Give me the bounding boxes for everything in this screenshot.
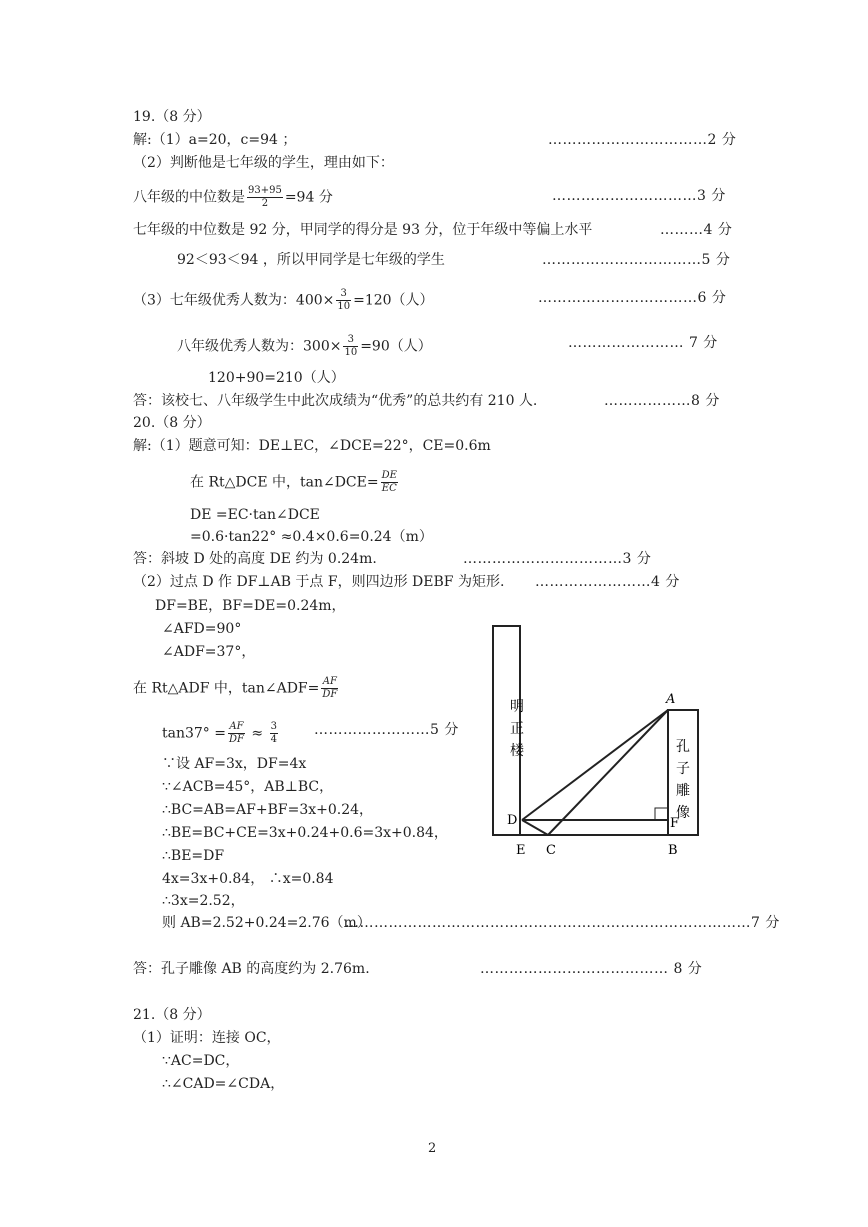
q20-line6: （2）过点 D 作 DF⊥AB 于点 F，则四边形 DEBF 为矩形. [133, 574, 505, 590]
q20-line7: DF=BE，BF=DE=0.24m， [155, 598, 346, 614]
q20-line11-fraction1 [228, 721, 245, 746]
q20-answer2-points: ………………………………… 8 分 [480, 961, 703, 977]
fraction-numerator: DE [381, 470, 397, 481]
q20-answer1-points: ……………………………3 分 [463, 551, 652, 567]
q20-line10-fraction [321, 676, 338, 701]
q20-line14: ∴BC=AB=AF+BF=3x+0.24， [162, 802, 374, 818]
fraction-denominator: DF [322, 689, 338, 700]
geometry-figure [480, 615, 720, 865]
q20-answer1: 答：斜坡 D 处的高度 DE 约为 0.24m. [133, 551, 377, 567]
fraction-denominator: 10 [337, 301, 351, 312]
q19-line7 [177, 334, 432, 359]
statue-char-3: 雕 [676, 783, 690, 799]
q19-median-fraction [247, 185, 283, 210]
fraction-denominator: EC [381, 483, 397, 494]
q20-line19-points: …………………………………………………………………………7 分 [345, 915, 780, 931]
q20-answer2: 答：孔子雕像 AB 的高度约为 2.76m. [133, 961, 370, 977]
q20-line6-points: ……………………4 分 [535, 574, 680, 590]
q19-line7-text: 八年级优秀人数为：300× [177, 338, 342, 355]
q20-line1: 解:（1）题意可知：DE⊥EC，∠DCE=22°，CE=0.6m [133, 438, 491, 454]
q20-line13: ∵∠ACB=45°，AB⊥BC， [162, 779, 334, 795]
q19-answer: 答：该校七、八年级学生中此次成绩为“优秀”的总共约有 210 人. [133, 393, 538, 409]
q19-line7-fraction [343, 334, 358, 359]
q20-line3: DE =EC·tan∠DCE [190, 507, 320, 523]
q20-line11-fraction2 [270, 721, 278, 746]
q19-line8: 120+90=210（人） [208, 370, 345, 386]
statue-char-1: 孔 [676, 739, 690, 755]
q19-heading: 19.（8 分） [133, 109, 211, 125]
q19-line6-text: （3）七年级优秀人数为：400× [133, 292, 335, 309]
q21-line1: （1）证明：连接 OC， [133, 1030, 281, 1046]
q19-line3-points: …………………………3 分 [552, 188, 726, 204]
q19-line6-points: ……………………………6 分 [538, 290, 727, 306]
fraction-denominator: 10 [344, 347, 358, 358]
fraction-denominator: 4 [270, 734, 277, 745]
q20-line8: ∠AFD=90° [162, 621, 242, 637]
q19-line4: 七年级的中位数是 92 分，甲同学的得分是 93 分，位于年级中等偏上水平 [133, 222, 593, 238]
fraction-numerator: AF [322, 676, 337, 687]
q20-line2-text: 在 Rt△DCE 中，tan∠DCE= [190, 474, 379, 491]
page-number: 2 [428, 1141, 437, 1156]
q20-heading: 20.（8 分） [133, 415, 211, 431]
q20-line19: 则 AB=2.52+0.24=2.76（m） [162, 915, 371, 931]
q19-line6-fraction [336, 288, 351, 313]
q20-line9: ∠ADF=37°， [162, 644, 256, 660]
q19-line5: 92＜93＜94 ，所以甲同学是七年级的学生 [177, 252, 445, 268]
q20-line15: ∴BE=BC+CE=3x+0.24+0.6=3x+0.84， [162, 825, 448, 841]
q19-line1: 解:（1）a=20，c=94 ； [133, 132, 297, 148]
fraction-denominator: 2 [261, 198, 269, 209]
building-char-2: 正 [510, 721, 524, 737]
point-label-A: A [666, 692, 676, 707]
right-angle-mark [655, 808, 668, 820]
fraction-denominator: DF [228, 734, 244, 745]
q20-line16: ∴BE=DF [162, 848, 225, 864]
q20-line4: =0.6·tan22° ≈0.4×0.6=0.24（m） [190, 529, 433, 545]
point-label-C: C [546, 843, 556, 858]
statue-char-4: 像 [676, 805, 690, 821]
q19-line2: （2）判断他是七年级的学生，理由如下： [133, 155, 394, 171]
building-char-3: 楼 [510, 743, 524, 759]
fraction-numerator: 3 [343, 334, 358, 347]
building-char-1: 明 [510, 699, 524, 715]
q19-line3-result: =94 分 [284, 189, 333, 206]
q19-answer-points: ………………8 分 [604, 393, 720, 409]
q19-line3-text: 八年级的中位数是 [133, 189, 245, 206]
line-DC [522, 820, 548, 835]
fraction-numerator: 3 [336, 288, 351, 301]
q19-line4-points: ………4 分 [660, 222, 733, 238]
fraction-numerator: 3 [270, 721, 277, 732]
q19-line1-points: ……………………………2 分 [548, 132, 737, 148]
line-DA [522, 710, 668, 820]
q19-line3 [133, 185, 333, 210]
q20-line10-text: 在 Rt△ADF 中，tan∠ADF= [133, 680, 320, 697]
q20-line11 [162, 721, 280, 746]
q20-line2-fraction [381, 470, 398, 495]
q20-line12: ∵设 AF=3x，DF=4x [162, 756, 307, 772]
q19-line6 [133, 288, 434, 313]
q20-line11-points: ……………………5 分 [314, 722, 459, 738]
point-label-D: D [507, 813, 518, 828]
statue-char-2: 子 [676, 761, 690, 777]
q19-line7-result: =90（人） [360, 338, 432, 355]
q19-line6-result: =120（人） [353, 292, 434, 309]
q20-line10 [133, 676, 340, 701]
point-label-F: F [670, 816, 680, 831]
q19-line5-points: ……………………………5 分 [542, 252, 731, 268]
q21-line3: ∴∠CAD=∠CDA， [162, 1076, 285, 1092]
q19-line7-points: …………………… 7 分 [568, 335, 718, 351]
q20-line11-text: tan37° = [162, 725, 226, 742]
q20-line18: ∴3x=2.52， [162, 893, 245, 909]
fraction-numerator: AF [229, 721, 244, 732]
q20-line17: 4x=3x+0.84， ∴x=0.84 [162, 871, 334, 887]
q20-line2 [190, 470, 400, 495]
q21-line2: ∵AC=DC， [162, 1053, 240, 1069]
point-label-B: B [668, 843, 678, 858]
line-CA [548, 710, 668, 835]
point-label-E: E [516, 843, 526, 858]
fraction-numerator: 93+95 [248, 185, 282, 196]
approx-symbol: ≈ [251, 725, 264, 742]
q21-heading: 21.（8 分） [133, 1007, 211, 1023]
